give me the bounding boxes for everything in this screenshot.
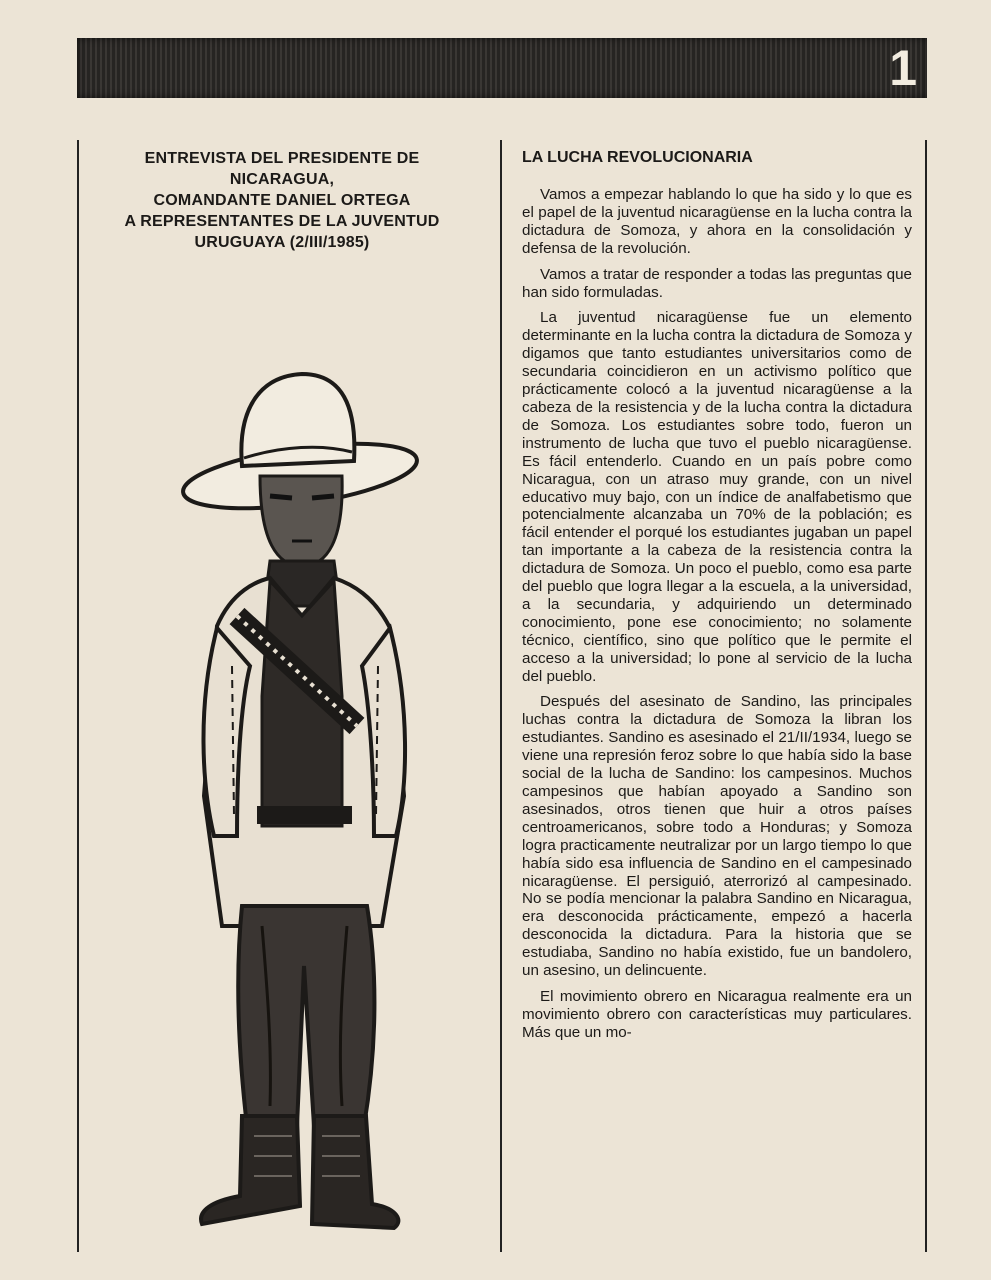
right-column (522, 140, 912, 1255)
section-title: LA LUCHA REVOLUCIONARIA (522, 149, 753, 166)
paragraph: La juventud nicaragüense fue un elemento determinante en la lucha contra la dictadura de Somoza y digamos que tanto estudiantes universitarios como de secundaria coincidieron en un activismo político que prácticamente colocó a la juventud nicaragüense a la cabeza de la resistencia y de la lucha contra la dictadura de Somoza. Los estudiantes sobre todo, fueron un instrumento de lucha que tuvo el pueblo nicaragüense. Es fácil entenderlo. Cuando en un país pobre como Nicaragua, con un atraso muy grande, con un nivel educativo muy bajo, con un índice de analfabetismo que potencialmente alcanzaba un 70% de la población; es fácil entender el porqué los estudiantes jugaban un papel tan importante a la cabeza de la resistencia contra la dictadura de Somoza. Un poco el pueblo, como esa parte del pueblo que logra llegar a la escuela, a la universidad, a la secundaria, y adquiriendo un determinado conocimiento, pone ese conocimiento; no solamente técnico, científico, sino que político que le permite el acceso a la universidad; lo pone al servicio de la lucha del pueblo. (522, 309, 912, 685)
paragraph: Vamos a tratar de responder a todas las preguntas que han sido formuladas. (522, 265, 912, 301)
title-line: A REPRESENTANTES DE LA JUVENTUD (124, 213, 440, 230)
paragraph: El movimiento obrero en Nicaragua realmente era un movimiento obrero con características muy particulares. Más que un mo- (522, 987, 912, 1041)
page-number: 1 (889, 40, 917, 96)
article-title (82, 140, 482, 253)
title-line: NICARAGUA, (229, 171, 335, 188)
title-line: ENTREVISTA DEL PRESIDENTE DE (144, 150, 420, 167)
title-line: URUGUAYA (2/III/1985) (194, 234, 370, 251)
sandino-illustration (142, 366, 462, 1246)
paragraph: Vamos a empezar hablando lo que ha sido y lo que es el papel de la juventud nicaragüense en la lucha contra la dictadura de Somoza, y ahora en la consolidación y defensa de la revolución. (522, 186, 912, 257)
right-column-rule (925, 140, 927, 1252)
header-bar (77, 38, 927, 98)
left-column (82, 140, 482, 1250)
left-column-rule (77, 140, 79, 1252)
middle-column-rule (500, 140, 502, 1252)
title-line: COMANDANTE DANIEL ORTEGA (153, 192, 411, 209)
paragraph: Después del asesinato de Sandino, las principales luchas contra la dictadura de Somoza la libran los estudiantes. Sandino es asesinado el 21/II/1934, luego se viene una represión feroz sobre lo que había sido la base social de la lucha de Sandino: los campesinos. Muchos campesinos que habían apoyado a Sandino son asesinados, otros tienen que huir a otros países centroamericanos, sobre todo a Honduras; y Somoza logra practicamente neutralizar por un largo tiempo lo que había sido esa influencia de Sandino en el campesinado nicaragüense. El persiguió, aterrorizó al campesinado. No se podía mencionar la palabra Sandino en Nicaragua, era desconocida prácticamente, empezó a hacerla desconocida la dictadura. Para la historia que se estudiaba, Sandino no había existido, fue un bandolero, un asesino, un delincuente. (522, 693, 912, 980)
